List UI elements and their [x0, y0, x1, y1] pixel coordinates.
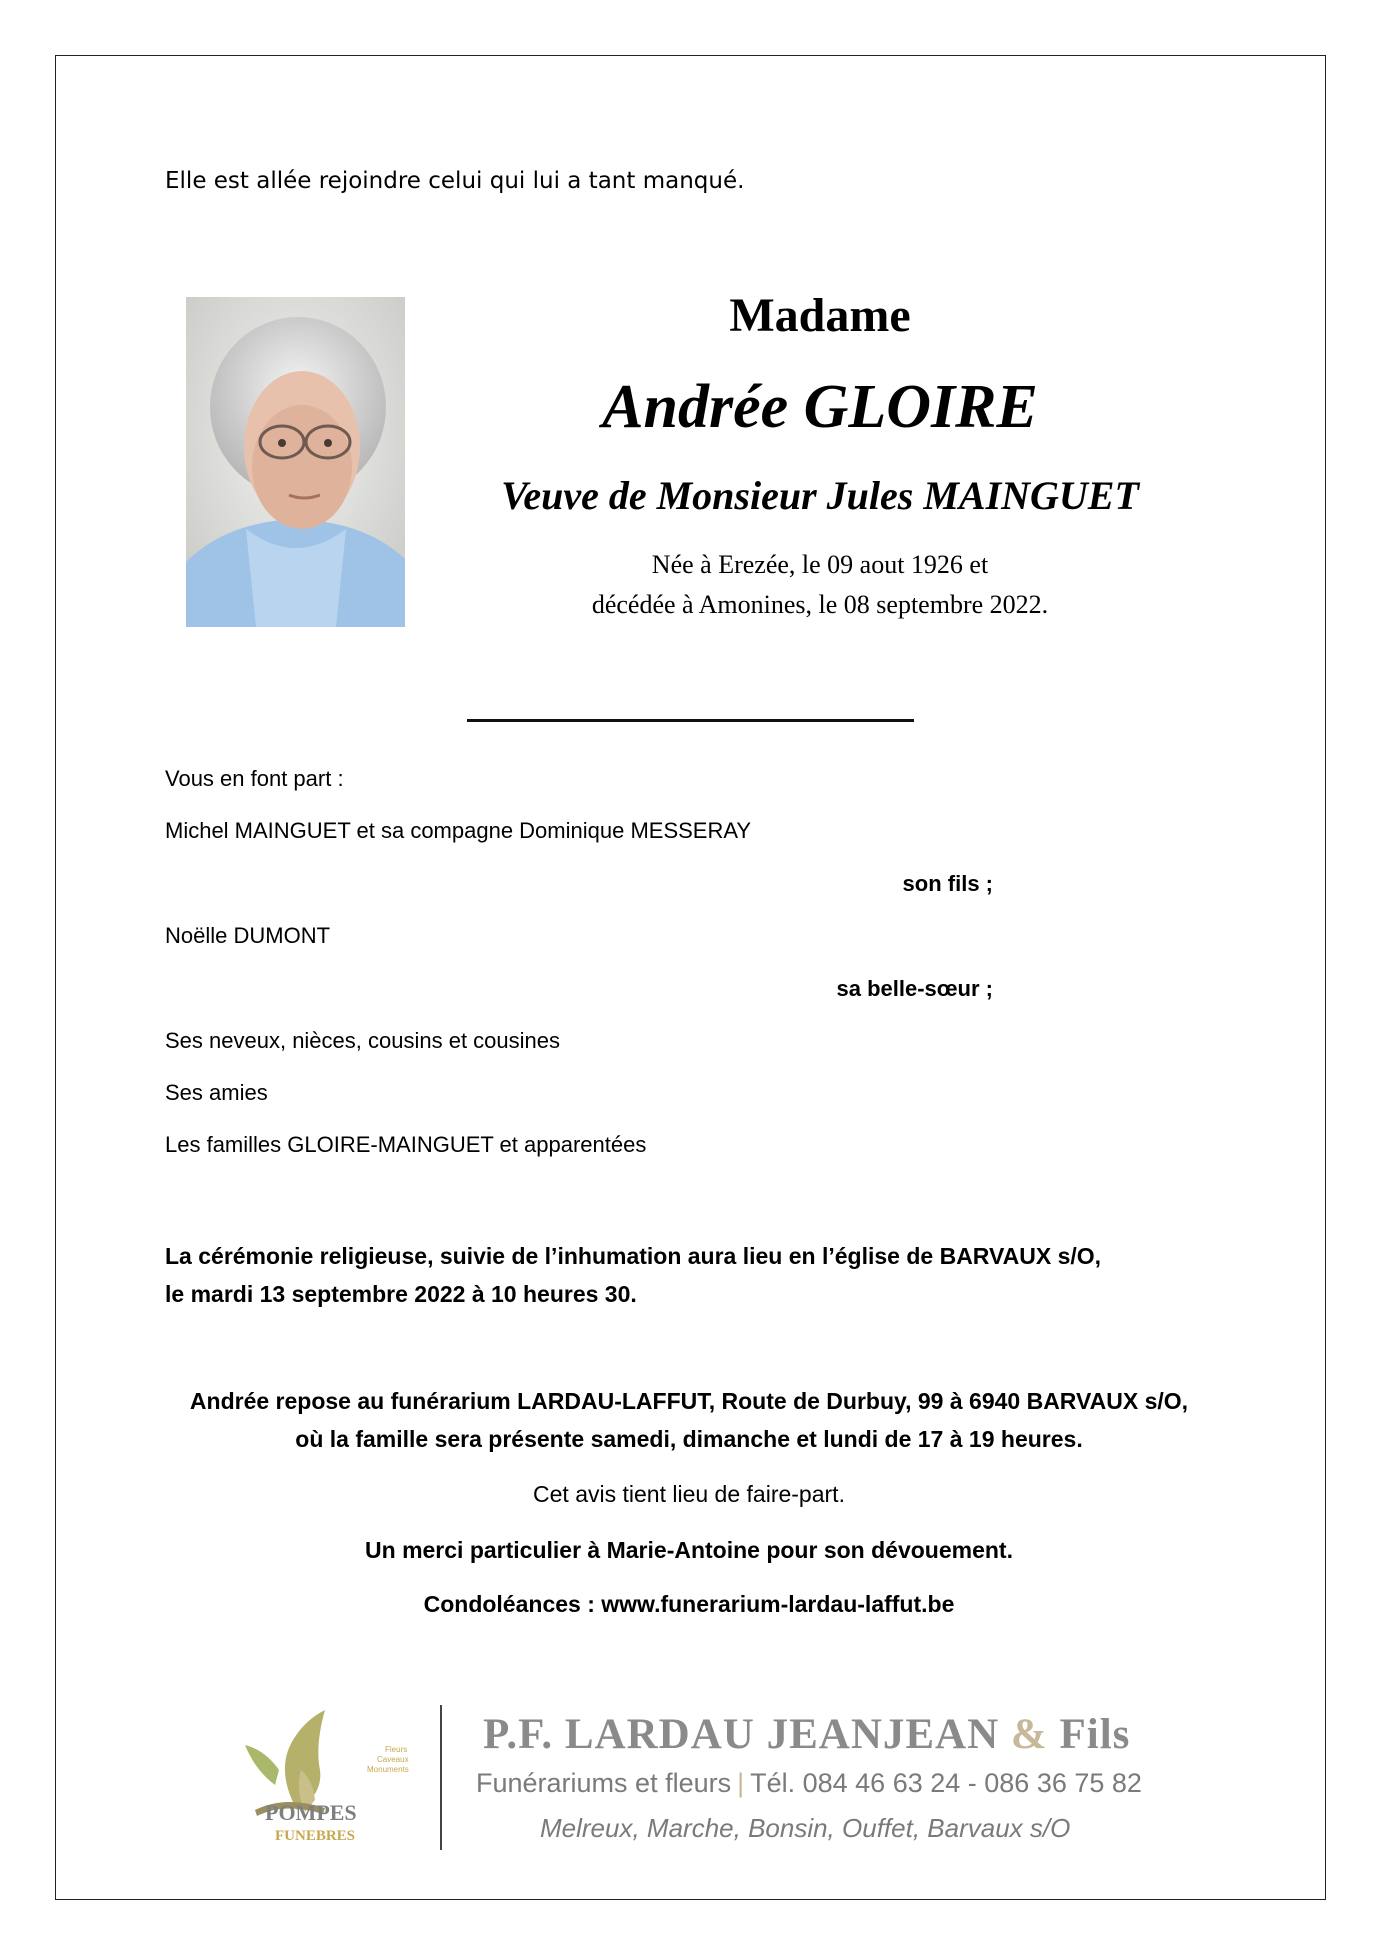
family-member-name: Noëlle DUMONT — [165, 923, 331, 948]
company-locations: Melreux, Marche, Bonsin, Ouffet, Barvaux s/O — [540, 1813, 1071, 1843]
logo-side-1: Fleurs — [385, 1745, 408, 1754]
logo-text-bottom: FUNEBRES — [275, 1828, 356, 1844]
footer-divider — [440, 1705, 442, 1850]
ceremony-date: le mardi 13 septembre 2022 à 10 heures 30. — [165, 1281, 637, 1307]
notice-statement: Cet avis tient lieu de faire-part. — [533, 1481, 845, 1507]
funeral-logo — [235, 1700, 445, 1850]
friends: Ses amies — [165, 1080, 268, 1105]
company-name — [483, 1710, 1130, 1759]
separator-rule — [467, 719, 914, 722]
ceremony-info — [165, 1237, 1101, 1313]
company-suffix: Fils — [1059, 1711, 1131, 1758]
death-line: décédée à Amonines, le 08 septembre 2022. — [591, 590, 1049, 619]
families: Les familles GLOIRE-MAINGUET et apparentées — [165, 1132, 647, 1157]
logo-text-top: POMPES — [265, 1800, 357, 1825]
honorific: Madame — [729, 289, 911, 342]
ceremony-line: La cérémonie religieuse, suivie de l’inhumation aura lieu en l’église de BARVAUX s/O, — [165, 1243, 1102, 1269]
company-prefix: P.F. LARDAU JEANJEAN — [483, 1711, 1000, 1758]
family-member-relation: son fils ; — [902, 871, 993, 896]
announcement-intro: Vous en font part : — [165, 766, 344, 791]
visiting-hours: où la famille sera présente samedi, dimanche et lundi de 17 à 19 heures. — [295, 1426, 1083, 1452]
deceased-name: Andrée GLOIRE — [602, 373, 1038, 441]
condolences-link[interactable]: Condoléances : www.funerarium-lardau-laffut.be — [423, 1591, 955, 1617]
logo-side-3: Monuments — [367, 1765, 409, 1774]
phone-numbers[interactable]: Tél. 084 46 63 24 - 086 36 75 82 — [750, 1768, 1142, 1798]
widow-of: Veuve de Monsieur Jules MAINGUET — [501, 473, 1139, 518]
company-contact — [476, 1768, 1142, 1799]
repose-line: Andrée repose au funérarium LARDAU-LAFFUT, Route de Durbuy, 99 à 6940 BARVAUX s/O, — [189, 1388, 1189, 1414]
dates-block — [420, 545, 1220, 625]
thanks-line: Un merci particulier à Marie-Antoine pour son dévouement. — [365, 1537, 1013, 1563]
family-member-name: Michel MAINGUET et sa compagne Dominique MESSERAY — [165, 818, 752, 843]
contact-separator: | — [737, 1768, 745, 1798]
other-relatives: Ses neveux, nièces, cousins et cousines — [165, 1028, 561, 1053]
services-label: Funérariums et fleurs — [476, 1768, 732, 1798]
company-ampersand: & — [1010, 1711, 1048, 1758]
intro-quote: Elle est allée rejoindre celui qui lui a tant manqué. — [165, 168, 745, 194]
portrait-photo — [186, 297, 405, 627]
birth-line: Née à Erezée, le 09 aout 1926 et — [651, 550, 989, 579]
family-member-relation: sa belle-sœur ; — [836, 976, 993, 1001]
logo-side-2: Caveaux — [377, 1755, 409, 1764]
